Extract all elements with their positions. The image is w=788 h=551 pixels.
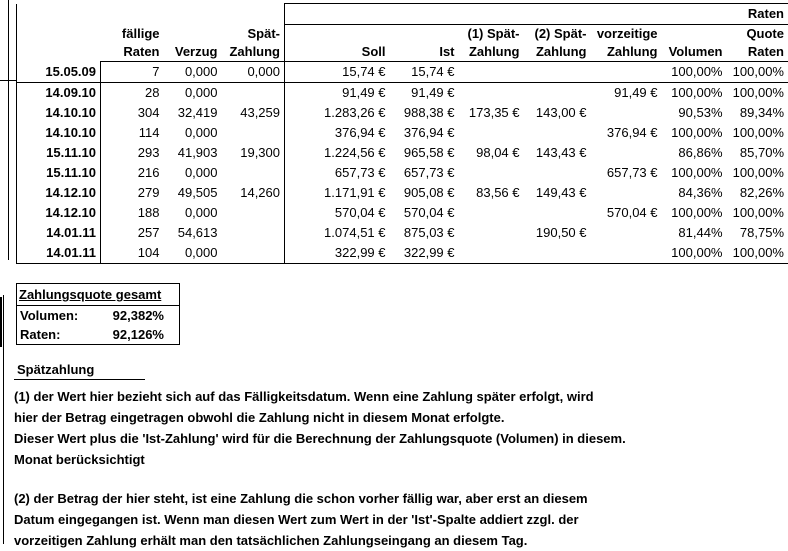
cell-spaet-zahlung-2[interactable]: 143,00 € [524,103,591,123]
cell-date[interactable]: 14.01.11 [17,243,101,264]
cell-quote-volumen[interactable]: 86,86% [662,143,727,163]
header-raten: Raten [727,43,788,62]
cell-verzug[interactable]: 41,903 [164,143,222,163]
cell-faellige-raten[interactable]: 28 [101,83,164,104]
table-body [17,62,788,264]
cell-date[interactable]: 15.11.10 [17,143,101,163]
cell-faellige-raten[interactable]: 188 [101,203,164,223]
cell-verzug[interactable]: 0,000 [164,163,222,183]
header-faellige-2: Raten [101,43,164,62]
header-row-1 [17,25,788,44]
cell-quote-volumen[interactable]: 100,00% [662,163,727,183]
cell-ist[interactable]: 905,08 € [390,183,459,203]
cell-date[interactable]: 14.01.11 [17,223,101,243]
table-row [17,123,788,143]
cell-faellige-raten[interactable]: 114 [101,123,164,143]
cell-soll[interactable]: 322,99 € [285,243,390,264]
cell-vorzeitige-zahlung[interactable] [591,243,662,264]
table-row [17,203,788,223]
bottom-left-gridline [3,295,4,544]
cell-spaet-zahlung[interactable] [222,203,285,223]
cell-spaet-zahlung[interactable]: 43,259 [222,103,285,123]
row-separator-gridline [0,80,16,81]
cell-ist[interactable]: 15,74 € [390,62,459,83]
cell-quote-volumen[interactable]: 100,00% [662,62,727,83]
summary-volumen-value: 92,382% [113,306,176,325]
table-row [17,223,788,243]
cell-spaet-zahlung-1[interactable] [459,62,524,83]
header-spaet1-1: (1) Spät- [459,25,524,44]
summary-title-cell[interactable] [17,284,179,306]
cell-spaet-zahlung-2[interactable] [524,123,591,143]
cell-spaet-zahlung-1[interactable]: 98,04 € [459,143,524,163]
cell-soll[interactable]: 376,94 € [285,123,390,143]
cell-spaet-zahlung[interactable]: 0,000 [222,62,285,83]
cell-quote-volumen[interactable]: 100,00% [662,243,727,264]
header-spaet1-2: Zahlung [459,43,524,62]
header-soll: Soll [285,43,390,62]
cell-quote-raten[interactable]: 100,00% [727,243,788,264]
cell-faellige-raten[interactable]: 279 [101,183,164,203]
cell-vorzeitige-zahlung[interactable]: 376,94 € [591,123,662,143]
cell-spaet-zahlung-1[interactable] [459,243,524,264]
cell-spaet-zahlung[interactable] [222,163,285,183]
cell-faellige-raten[interactable]: 293 [101,143,164,163]
cell-vorzeitige-zahlung[interactable] [591,103,662,123]
cell-verzug[interactable]: 0,000 [164,123,222,143]
cell-spaet-zahlung-1[interactable] [459,163,524,183]
cell-ist[interactable]: 570,04 € [390,203,459,223]
header-date-blank2 [17,43,101,62]
cell-ist[interactable]: 376,94 € [390,123,459,143]
notes-paragraph-1 [14,386,674,470]
header-soll-blank [285,25,390,44]
table-row [17,103,788,123]
header-spacer [17,4,285,25]
cell-spaet-zahlung-2[interactable]: 149,43 € [524,183,591,203]
cell-quote-volumen[interactable]: 100,00% [662,203,727,223]
cell-spaet-zahlung[interactable]: 19,300 [222,143,285,163]
cell-quote-volumen[interactable]: 90,53% [662,103,727,123]
left-gridline [8,0,9,260]
cell-spaet-zahlung[interactable] [222,243,285,264]
cell-soll[interactable]: 1.224,56 € [285,143,390,163]
cell-spaet-zahlung-2[interactable] [524,163,591,183]
notes-line: Monat berücksichtigt [14,449,674,470]
cell-vorzeitige-zahlung[interactable] [591,143,662,163]
table-row [17,143,788,163]
notes-section [14,362,674,551]
cell-quote-raten[interactable]: 100,00% [727,123,788,143]
header-spaet2-2: Zahlung [524,43,591,62]
payment-table [16,3,788,264]
cell-quote-raten[interactable]: 78,75% [727,223,788,243]
header-vorzeitige-2: Zahlung [591,43,662,62]
cell-soll[interactable]: 1.283,26 € [285,103,390,123]
header-ist-blank [390,25,459,44]
table-row [17,163,788,183]
cell-date[interactable]: 14.12.10 [17,183,101,203]
cell-date[interactable]: 15.11.10 [17,163,101,183]
cell-soll[interactable]: 91,49 € [285,83,390,104]
cell-spaet-zahlung[interactable] [222,83,285,104]
cell-verzug[interactable]: 49,505 [164,183,222,203]
cell-quote-volumen[interactable]: 84,36% [662,183,727,203]
cell-verzug[interactable]: 0,000 [164,62,222,83]
notes-line: vorzeitigen Zahlung erhält man den tatsächlichen Zahlungseingang an diesem Tag. [14,530,674,551]
cell-ist[interactable]: 965,58 € [390,143,459,163]
cell-spaet-zahlung[interactable] [222,223,285,243]
cell-date[interactable]: 14.09.10 [17,83,101,104]
notes-line: (1) der Wert hier bezieht sich auf das Fälligkeitsdatum. Wenn eine Zahlung später erfolgt, wird [14,386,674,407]
cell-quote-volumen[interactable]: 81,44% [662,223,727,243]
cell-date[interactable]: 15.05.09 [17,62,101,83]
cell-date[interactable]: 14.10.10 [17,123,101,143]
cell-verzug[interactable]: 0,000 [164,243,222,264]
cell-spaet-zahlung[interactable]: 14,260 [222,183,285,203]
cell-soll[interactable]: 1.171,91 € [285,183,390,203]
raten-group-header: Raten [285,4,788,25]
cell-spaet-zahlung-1[interactable] [459,203,524,223]
cell-faellige-raten[interactable]: 216 [101,163,164,183]
cell-spaet-zahlung-2[interactable] [524,203,591,223]
cell-vorzeitige-zahlung[interactable] [591,183,662,203]
table-row [17,83,788,104]
notes-heading: Spätzahlung [14,362,145,380]
cell-quote-raten[interactable]: 82,26% [727,183,788,203]
cell-soll[interactable]: 570,04 € [285,203,390,223]
table-row [17,62,788,83]
cell-vorzeitige-zahlung[interactable]: 91,49 € [591,83,662,104]
cell-soll[interactable]: 657,73 € [285,163,390,183]
cell-date[interactable]: 14.10.10 [17,103,101,123]
cell-quote-volumen[interactable]: 100,00% [662,123,727,143]
cell-soll[interactable]: 1.074,51 € [285,223,390,243]
summary-raten-row[interactable] [17,325,179,344]
cell-spaet-zahlung-1[interactable]: 83,56 € [459,183,524,203]
notes-line: (2) der Betrag der hier steht, ist eine Zahlung die schon vorher fällig war, aber erst an diesem [14,488,674,509]
summary-volumen-row[interactable] [17,306,179,325]
cell-quote-raten[interactable]: 100,00% [727,203,788,223]
cell-spaet-zahlung-1[interactable] [459,223,524,243]
cell-faellige-raten[interactable]: 304 [101,103,164,123]
bottom-left-border-bar [0,297,2,347]
cell-quote-raten[interactable]: 100,00% [727,83,788,104]
cell-ist[interactable]: 322,99 € [390,243,459,264]
cell-spaet-zahlung[interactable] [222,123,285,143]
header-spaet-1: Spät- [222,25,285,44]
summary-raten-label: Raten: [20,325,60,344]
group-header-row [17,4,788,25]
notes-paragraph-2 [14,488,674,551]
cell-ist[interactable]: 988,38 € [390,103,459,123]
summary-box [16,283,180,345]
summary-volumen-label: Volumen: [20,306,78,325]
notes-line: Datum eingegangen ist. Wenn man diesen Wert zum Wert in der 'Ist'-Spalte addiert zzgl. der [14,509,674,530]
cell-spaet-zahlung-2[interactable] [524,83,591,104]
cell-verzug[interactable]: 0,000 [164,83,222,104]
summary-title: Zahlungsquote gesamt [19,287,161,302]
cell-spaet-zahlung-2[interactable] [524,243,591,264]
cell-faellige-raten[interactable]: 257 [101,223,164,243]
cell-ist[interactable]: 657,73 € [390,163,459,183]
header-date-blank [17,25,101,44]
cell-quote-raten[interactable]: 89,34% [727,103,788,123]
cell-verzug[interactable]: 32,419 [164,103,222,123]
cell-spaet-zahlung-2[interactable] [524,62,591,83]
cell-ist[interactable]: 875,03 € [390,223,459,243]
cell-vorzeitige-zahlung[interactable]: 570,04 € [591,203,662,223]
header-spaet-2: Zahlung [222,43,285,62]
cell-faellige-raten[interactable]: 7 [101,62,164,83]
summary-raten-value: 92,126% [113,325,176,344]
header-ist: Ist [390,43,459,62]
cell-vorzeitige-zahlung[interactable]: 657,73 € [591,163,662,183]
cell-verzug[interactable]: 54,613 [164,223,222,243]
cell-quote-raten[interactable]: 100,00% [727,163,788,183]
cell-spaet-zahlung-2[interactable]: 190,50 € [524,223,591,243]
cell-spaet-zahlung-2[interactable]: 143,43 € [524,143,591,163]
table-row [17,183,788,203]
cell-spaet-zahlung-1[interactable] [459,123,524,143]
table-head-rows [17,4,788,62]
header-row-2 [17,43,788,62]
cell-date[interactable]: 14.12.10 [17,203,101,223]
cell-vorzeitige-zahlung[interactable] [591,62,662,83]
cell-spaet-zahlung-1[interactable]: 173,35 € [459,103,524,123]
cell-quote-volumen[interactable]: 100,00% [662,83,727,104]
header-vorzeitige-1: vorzeitige [591,25,662,44]
cell-soll[interactable]: 15,74 € [285,62,390,83]
cell-faellige-raten[interactable]: 104 [101,243,164,264]
notes-line: hier der Betrag eingetragen obwohl die Zahlung nicht in diesem Monat erfolgte. [14,407,674,428]
cell-quote-raten[interactable]: 85,70% [727,143,788,163]
cell-quote-raten[interactable]: 100,00% [727,62,788,83]
header-verzug: Verzug [164,43,222,62]
quote-group-header: Quote [662,25,788,44]
header-faellige-1: fällige [101,25,164,44]
cell-spaet-zahlung-1[interactable] [459,83,524,104]
table-row [17,243,788,264]
cell-verzug[interactable]: 0,000 [164,203,222,223]
notes-line: Dieser Wert plus die 'Ist-Zahlung' wird für die Berechnung der Zahlungsquote (Volumen) in diesem. [14,428,674,449]
cell-ist[interactable]: 91,49 € [390,83,459,104]
header-spaet2-1: (2) Spät- [524,25,591,44]
header-volumen: Volumen [662,43,727,62]
cell-vorzeitige-zahlung[interactable] [591,223,662,243]
header-verzug-blank [164,25,222,44]
